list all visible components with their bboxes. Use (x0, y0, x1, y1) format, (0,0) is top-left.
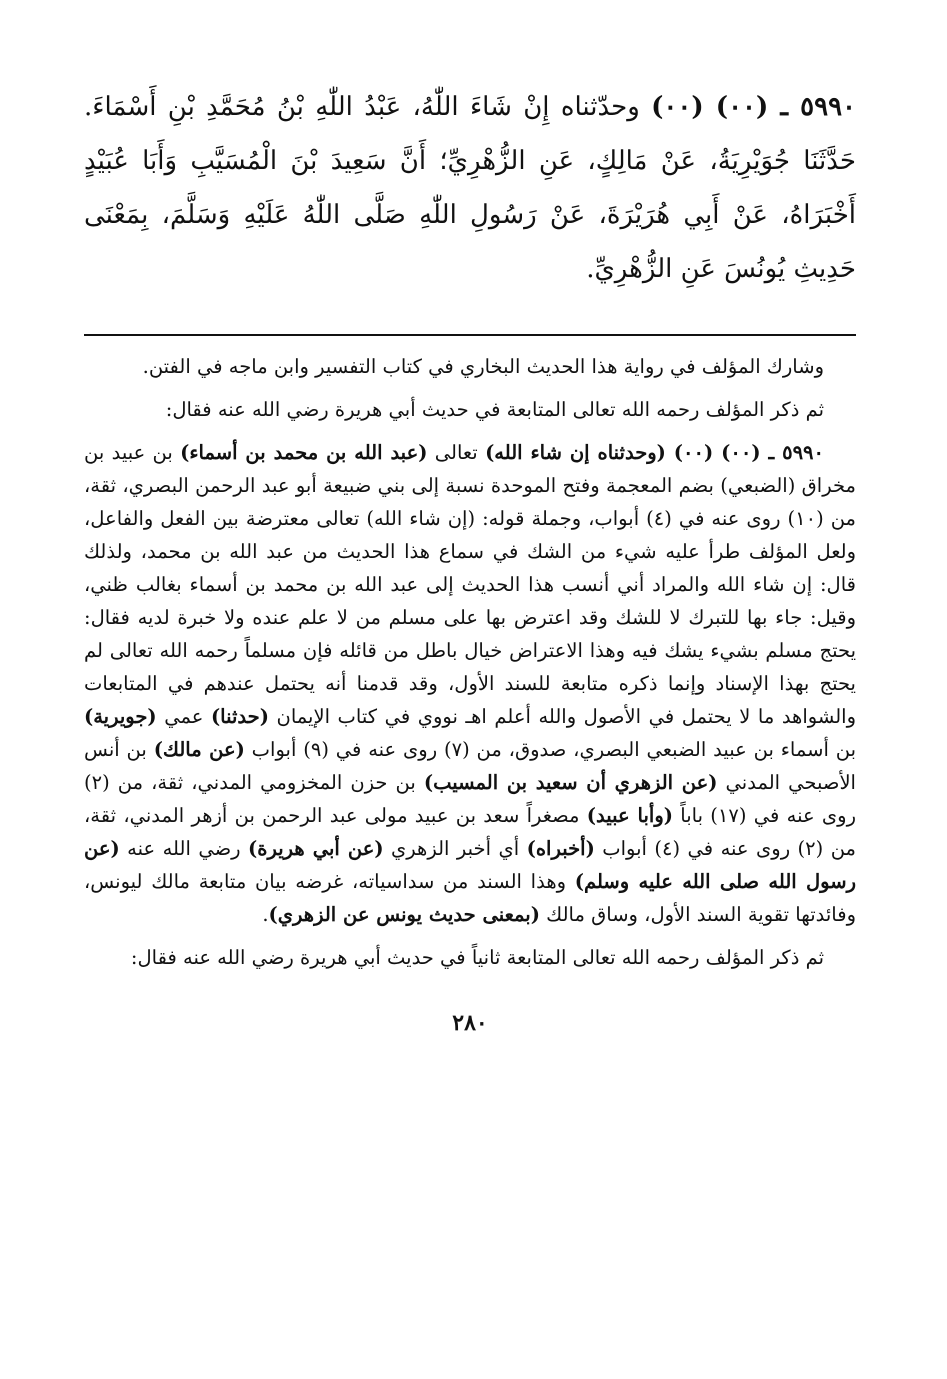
commentary-paragraph-3 (84, 436, 856, 931)
narrator-bold: (عن مالك) (153, 738, 245, 761)
narrator-bold: (عبد الله بن محمد بن أسماء) (180, 441, 428, 464)
narrator-bold: (وأبا عبيد) (586, 804, 673, 827)
commentary-text: بن حزن المخزومي المدني، ثقة، من (٢) روى عنه في (١٧) باباً (84, 771, 856, 827)
commentary-text: مصغراً سعد بن عبيد مولى عبد الرحمن بن أزهر المدني، ثقة، من (٢) روى عنه في (٤) أبواب (84, 804, 857, 860)
commentary-text: بن أنس الأصبحي المدني (84, 738, 856, 794)
commentary-paragraph-1: وشارك المؤلف في رواية هذا الحديث البخاري في كتاب التفسير وابن ماجه في الفتن. (142, 355, 824, 378)
commentary-paragraph-4: ثم ذكر المؤلف رحمه الله تعالى المتابعة ثانياً في حديث أبي هريرة رضي الله عنه فقال: (130, 946, 824, 969)
hadith-body: وحدّثناه إِنْ شَاءَ اللّٰهُ، عَبْدُ اللّٰهِ بْنُ مُحَمَّدِ بْنِ أَسْمَاءَ. حَدَّثَنَا جُوَيْرِيَةُ، عَنْ مَالِكٍ، عَنِ الزُّهْرِيِّ؛ أَنَّ سَعِيدَ بْنَ الْمُسَيَّبِ وَأَبَا عُبَيْدٍ أَخْبَرَاهُ، عَنْ أَبِي هُرَيْرَةَ، عَنْ رَسُولِ اللّٰهِ صَلَّى اللّٰهُ عَلَيْهِ وَسَلَّمَ، بِمَعْنَى حَدِيثِ يُونُسَ عَنِ الزُّهْرِيِّ. (84, 92, 856, 284)
footnote-divider (84, 334, 856, 336)
narrator-bold: (عن أبي هريرة) (248, 837, 384, 860)
hadith-ref-bold: ٥٩٩٠ ـ (٠٠) (٠٠) (وحدثناه إن شاء الله) (485, 441, 824, 464)
commentary-text: رضي الله عنه (119, 837, 248, 860)
commentary-text: بن عبيد بن مخراق (الضبعي) بضم المعجمة وفتح الموحدة نسبة إلى بني ضبيعة أبو عبد الرحمن البصري، ثقة، من (١٠) روى عنه في (٤) أبواب، وجملة قوله: (إن شاء الله) تعالى معترضة بين الفعل والفاعل، ولعل المؤلف طرأ عليه شيء من الشك في سماع هذا الحديث من عبد الله بن محمد، ولذلك قال: إن شاء الله والمراد أني أنسب هذا الحديث إلى عبد الله بن محمد بن أسماء بغالب ظني، وقيل: جاء بها للتبرك لا للشك وقد اعترض بها على مسلم من لا علم عنده ولا خبرة لديه فقال: يحتج مسلم بشيء يشك فيه وهذا الاعتراض خيال باطل من قائله فإن مسلماً رحمه الله تعالى لم يحتج بهذا الإسناد وإنما ذكره متابعة للسند الأول، وقد قدمنا أنه يحتمل عندهم في المتابعات والشواهد ما لا يحتمل في الأصول والله أعلم اهـ نووي في كتاب الإيمان (84, 441, 857, 728)
narrator-bold: (بمعنى حديث يونس عن الزهري) (268, 903, 540, 926)
narrator-bold: (عن الزهري أن سعيد بن المسيب) (423, 771, 718, 794)
narrator-bold: (جويرية) (84, 705, 157, 728)
hadith-text (84, 80, 856, 296)
narrator-bold: (عن رسول الله صلى الله عليه وسلم) (84, 837, 857, 893)
commentary-text: بن أسماء بن عبيد الضبعي البصري، صدوق، من (٧) روى عنه في (٩) أبواب (244, 738, 857, 761)
hadith-number: ٥٩٩٠ ـ (٠٠) (٠٠) (651, 92, 857, 122)
commentary (84, 350, 856, 974)
narrator-bold: (حدثنا) (210, 705, 269, 728)
commentary-text: وهذا السند من سداسياته، غرضه بيان متابعة مالك ليونس، وفائدتها تقوية السند الأول، وساق مالك (84, 870, 856, 926)
commentary-text: أي أخبر الزهري (383, 837, 527, 860)
page-number: ٢٨٠ (452, 1010, 488, 1036)
commentary-text: تعالى (427, 441, 486, 464)
commentary-text: . (262, 903, 269, 926)
narrator-bold: (أخبراه) (526, 837, 595, 860)
book-page (84, 80, 856, 1036)
commentary-paragraph-2: ثم ذكر المؤلف رحمه الله تعالى المتابعة في حديث أبي هريرة رضي الله عنه فقال: (165, 398, 824, 421)
commentary-text: عمي (156, 705, 211, 728)
